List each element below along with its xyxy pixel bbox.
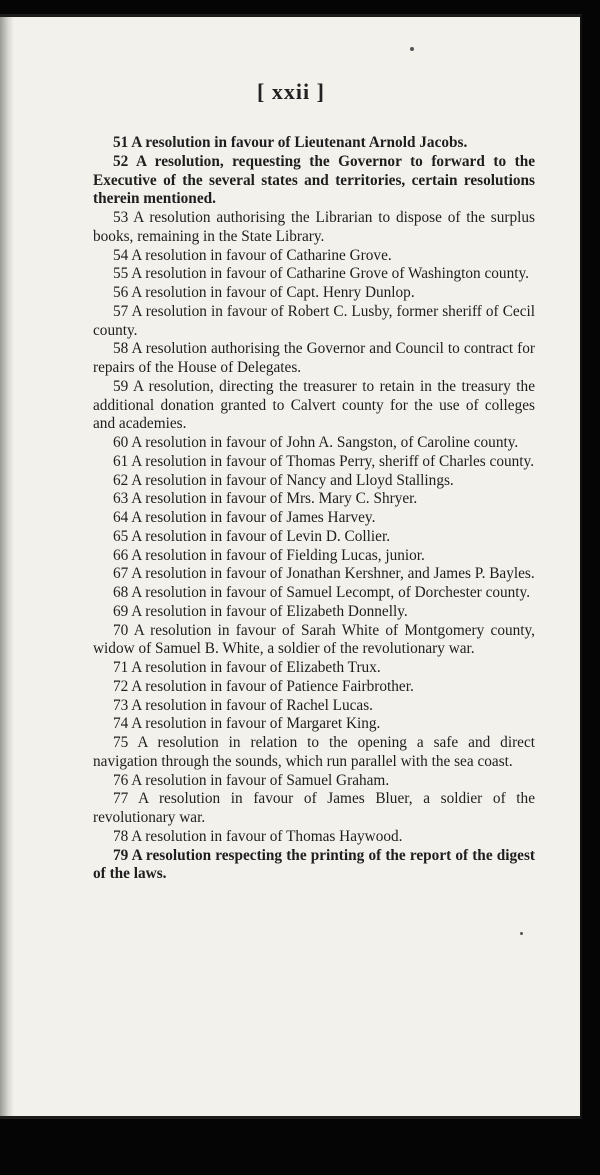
list-item: 59 A resolution, directing the treasurer to retain in the treasury the additional donation granted to Calvert county for the use of colleges and academies. xyxy=(93,377,535,433)
list-item: 53 A resolution authorising the Librarian to dispose of the surplus books, remaining in the State Library. xyxy=(93,209,536,245)
list-item: 65 A resolution in favour of Levin D. Collier. xyxy=(113,527,391,545)
list-item: 75 A resolution in relation to the opening a safe and direct navigation through the sounds, which run parallel with the sea coast. xyxy=(93,734,536,770)
list-item: 61 A resolution in favour of Thomas Perry, sheriff of Charles county. xyxy=(113,452,535,470)
list-item: 54 A resolution in favour of Catharine Grove. xyxy=(113,246,392,264)
list-item: 69 A resolution in favour of Elizabeth Donnelly. xyxy=(113,602,408,620)
list-item: 74 A resolution in favour of Margaret King. xyxy=(113,715,381,733)
list-item: 78 A resolution in favour of Thomas Haywood. xyxy=(113,827,403,845)
list-item: 67 A resolution in favour of Jonathan Kershner, and James P. Bayles. xyxy=(113,565,535,583)
ink-speck xyxy=(520,932,523,935)
page-number: [ xxii ] xyxy=(257,79,325,104)
resolution-list xyxy=(93,134,535,884)
list-item: 56 A resolution in favour of Capt. Henry Dunlop. xyxy=(113,284,415,301)
list-item: 58 A resolution authorising the Governor and Council to contract for repairs of the House of Delegates. xyxy=(93,340,535,376)
list-item: 66 A resolution in favour of Fielding Lucas, junior. xyxy=(113,546,425,564)
list-item: 57 A resolution in favour of Robert C. Lusby, former sheriff of Cecil county. xyxy=(93,302,535,339)
list-item: 79 A resolution respecting the printing of the report of the digest of the laws. xyxy=(93,846,535,883)
list-item: 73 A resolution in favour of Rachel Lucas. xyxy=(113,696,373,714)
document-page xyxy=(0,14,582,1119)
list-item: 52 A resolution, requesting the Governor to forward to the Executive of the several states and territories, certain resolutions therein mentioned. xyxy=(93,152,536,208)
binding-edge xyxy=(0,17,14,1116)
list-item: 68 A resolution in favour of Samuel Lecompt, of Dorchester county. xyxy=(113,584,531,601)
list-item: 77 A resolution in favour of James Bluer, a soldier of the revolutionary war. xyxy=(93,790,535,826)
list-item: 64 A resolution in favour of James Harvey. xyxy=(113,509,376,526)
list-item: 72 A resolution in favour of Patience Fairbrother. xyxy=(113,677,414,695)
list-item: 70 A resolution in favour of Sarah White of Montgomery county, widow of Samuel B. White, a soldier of the revolutionary war. xyxy=(93,621,536,658)
list-item: 63 A resolution in favour of Mrs. Mary C. Shryer. xyxy=(113,490,418,508)
list-item: 51 A resolution in favour of Lieutenant Arnold Jacobs. xyxy=(113,134,468,151)
list-item: 55 A resolution in favour of Catharine Grove of Washington county. xyxy=(113,265,529,283)
ink-speck xyxy=(410,47,414,51)
list-item: 60 A resolution in favour of John A. Sangston, of Caroline county. xyxy=(113,434,519,451)
list-item: 71 A resolution in favour of Elizabeth Trux. xyxy=(113,659,381,676)
list-item: 76 A resolution in favour of Samuel Graham. xyxy=(113,771,390,789)
list-item: 62 A resolution in favour of Nancy and Lloyd Stallings. xyxy=(113,471,454,489)
